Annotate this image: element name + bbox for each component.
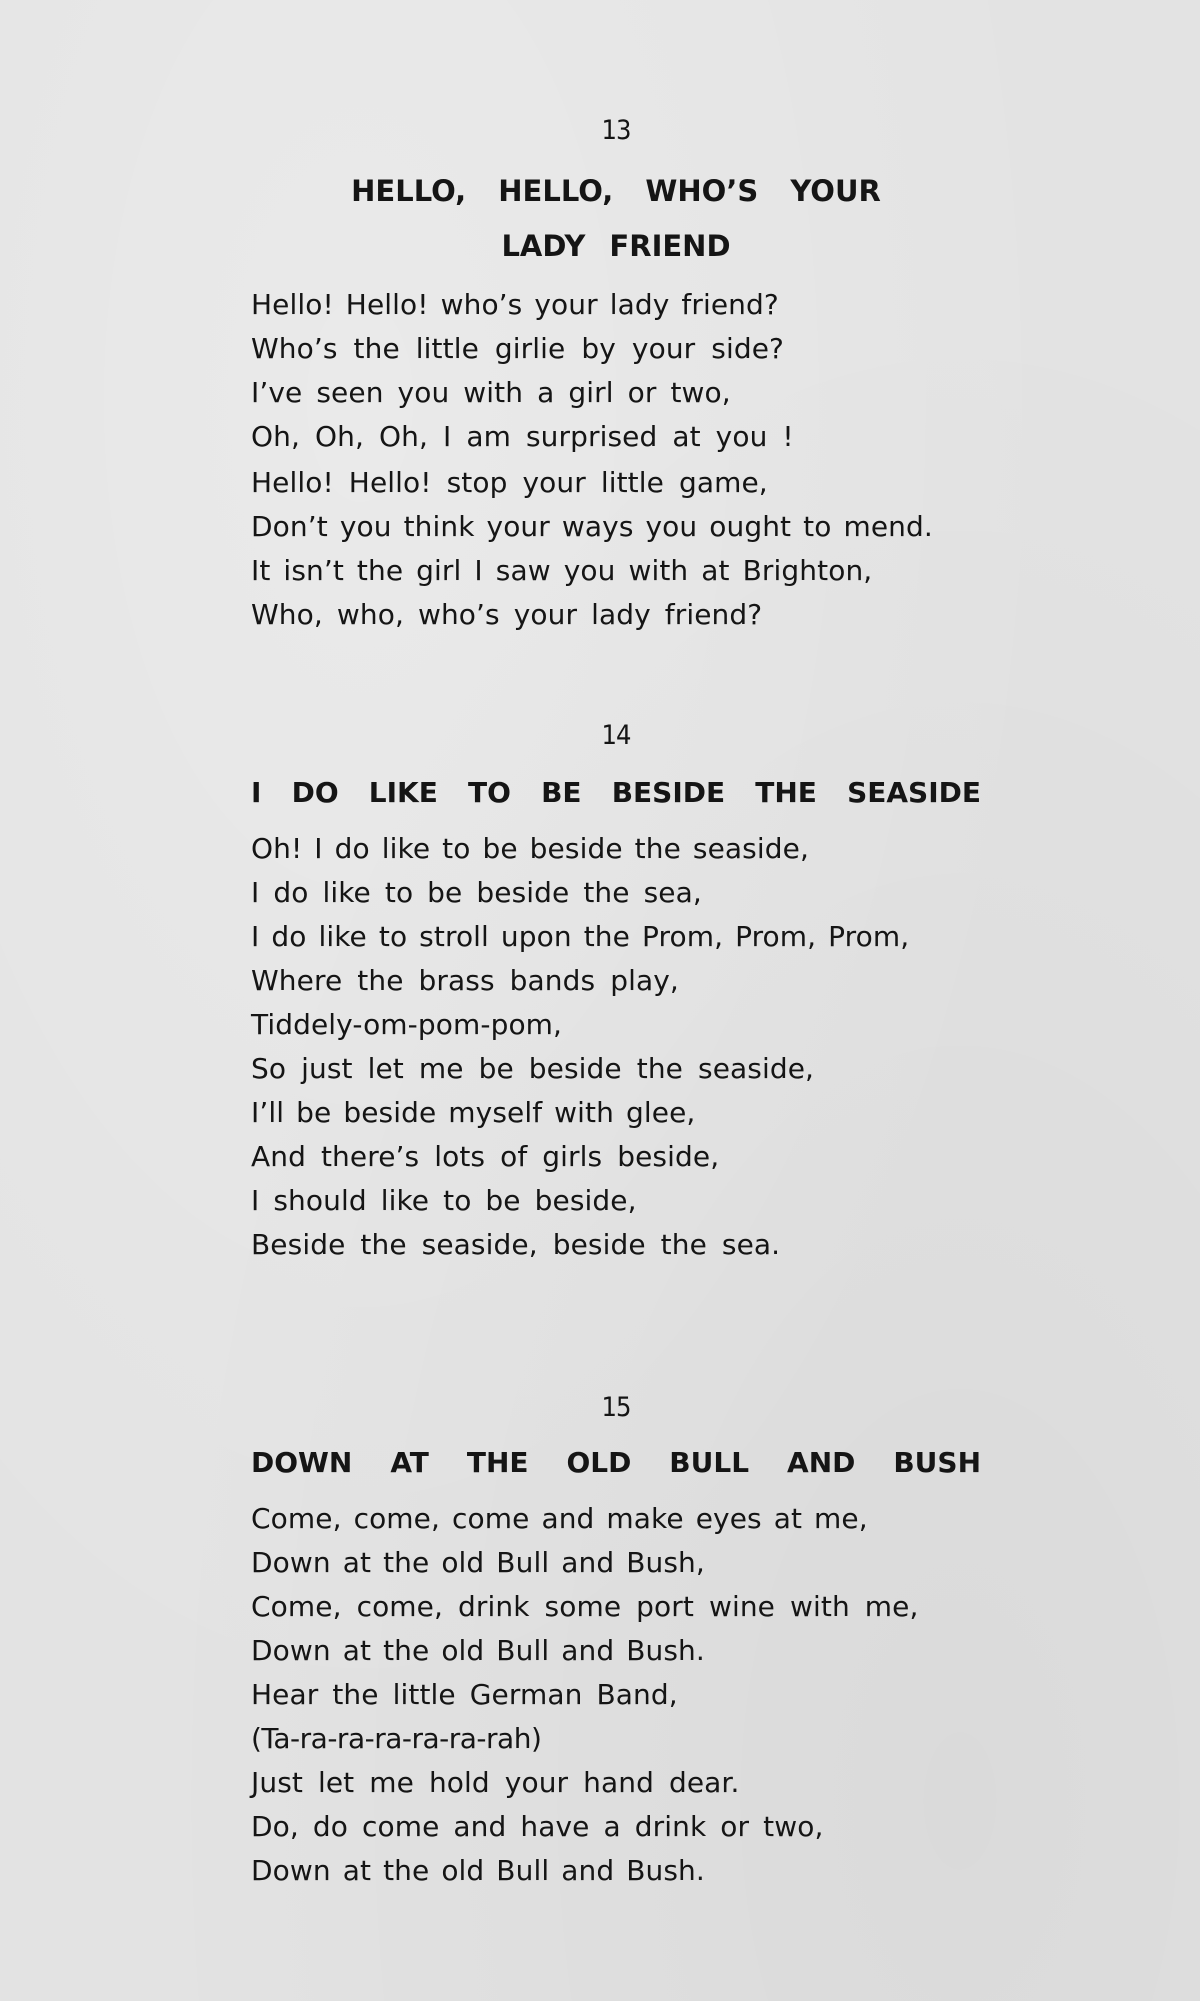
lyric-line: Down at the old Bull and Bush, bbox=[251, 1546, 705, 1579]
lyric-line: Oh! I do like to be beside the seaside, bbox=[251, 832, 809, 865]
lyric-line: Do, do come and have a drink or two, bbox=[251, 1810, 824, 1843]
lyric-line: Come, come, come and make eyes at me, bbox=[251, 1502, 868, 1535]
lyric-line: Where the brass bands play, bbox=[251, 964, 679, 997]
lyric-line: Tiddely-om-pom-pom, bbox=[251, 1008, 563, 1041]
lyric-line: I do like to be beside the sea, bbox=[251, 876, 702, 909]
lyric-line: Just let me hold your hand dear. bbox=[251, 1766, 740, 1799]
song-title: I DO LIKE TO BE BESIDE THE SEASIDE bbox=[251, 776, 981, 809]
lyric-line: Hello! Hello! stop your little game, bbox=[251, 466, 768, 499]
lyric-line: I’ll be beside myself with glee, bbox=[251, 1096, 696, 1129]
lyric-line: I do like to stroll upon the Prom, Prom, Prom, bbox=[251, 920, 910, 953]
lyric-line: It isn’t the girl I saw you with at Brighton, bbox=[251, 554, 873, 587]
lyric-line: So just let me be beside the seaside, bbox=[251, 1052, 815, 1085]
lyric-line: Oh, Oh, Oh, I am surprised at you ! bbox=[251, 420, 794, 453]
song-number: 14 bbox=[601, 720, 631, 751]
lyric-line: I’ve seen you with a girl or two, bbox=[251, 376, 731, 409]
lyric-line: I should like to be beside, bbox=[251, 1184, 637, 1217]
lyric-line: And there’s lots of girls beside, bbox=[251, 1140, 720, 1173]
lyric-line: Hear the little German Band, bbox=[251, 1678, 678, 1711]
lyric-line: Come, come, drink some port wine with me, bbox=[251, 1590, 919, 1623]
song-title: HELLO, HELLO, WHO’S YOUR bbox=[351, 174, 881, 208]
lyric-line: Hello! Hello! who’s your lady friend? bbox=[251, 288, 779, 321]
song-title: DOWN AT THE OLD BULL AND BUSH bbox=[251, 1446, 981, 1479]
song-number: 13 bbox=[601, 115, 631, 146]
song-title-line-2: LADY FRIEND bbox=[501, 229, 731, 263]
lyric-line: Down at the old Bull and Bush. bbox=[251, 1854, 705, 1887]
lyric-line: Who’s the little girlie by your side? bbox=[251, 332, 785, 365]
lyric-line: Beside the seaside, beside the sea. bbox=[251, 1228, 781, 1261]
lyric-line: Down at the old Bull and Bush. bbox=[251, 1634, 705, 1667]
song-number: 15 bbox=[601, 1392, 631, 1423]
lyric-line: Who, who, who’s your lady friend? bbox=[251, 598, 763, 631]
lyric-line: (Ta-ra-ra-ra-ra-ra-rah) bbox=[251, 1722, 542, 1755]
lyric-line: Don’t you think your ways you ought to mend. bbox=[251, 510, 933, 543]
